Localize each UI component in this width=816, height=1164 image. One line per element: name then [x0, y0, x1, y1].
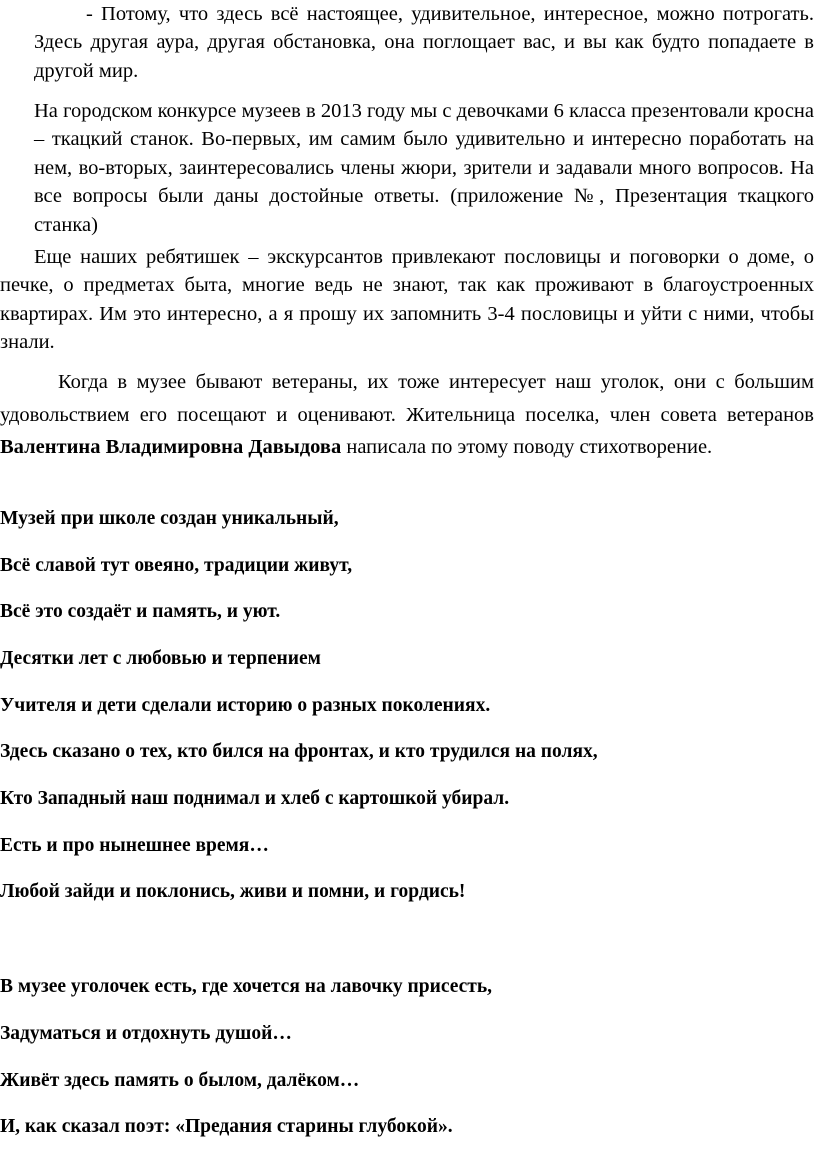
veterans-text-end: написала по этому поводу стихотворение.	[341, 436, 713, 458]
poem-line: Всё это создаёт и память, и уют.	[0, 601, 281, 622]
poem-line: Живёт здесь память о былом, далёком…	[0, 1070, 360, 1091]
paragraph-veterans	[0, 366, 814, 464]
veterans-text: Когда в музее бывают ветераны, их тоже интересует наш уголок, они с большим удовольствием его посещают и оценивают. Жительница поселка, член совета ветеранов	[0, 371, 814, 426]
paragraph-contest: На городском конкурсе музеев в 2013 году мы с девочками 6 класса презентовали кросна – ткацкий станок. Во-первых, им самим было удивительно и интересно поработать на нем, во-вторых, заинтересовались члены жюри, зрители и задавали много вопросов. На все вопросы были даны достойные ответы. (приложение №, Презентация ткацкого станка)	[34, 100, 814, 236]
paragraph-answer: - Потому, что здесь всё настоящее, удивительное, интересное, можно потрогать. Здесь другая аура, другая обстановка, она поглощает вас, и вы как будто попадаете в другой мир.	[34, 3, 814, 82]
poem-line: Учителя и дети сделали историю о разных поколениях.	[0, 695, 491, 716]
author-name: Валентина Владимировна Давыдова	[0, 436, 342, 458]
poem-line: Есть и про нынешнее время…	[0, 835, 269, 856]
poem-line: Десятки лет с любовью и терпением	[0, 648, 321, 669]
poem-line: Кто Западный наш поднимал и хлеб с картошкой убирал.	[0, 788, 510, 809]
poem-line: Любой зайди и поклонись, живи и помни, и гордись!	[0, 881, 466, 902]
poem-line: Здесь сказано о тех, кто бился на фронтах, и кто трудился на полях,	[0, 741, 598, 762]
poem-line: В музее уголочек есть, где хочется на лавочку присесть,	[0, 976, 493, 997]
poem-line: Задуматься и отдохнуть душой…	[0, 1023, 292, 1044]
poem-line: И, как сказал поэт: «Предания старины глубокой».	[0, 1116, 453, 1137]
poem-line: Всё славой тут овеяно, традиции живут,	[0, 555, 353, 576]
poem-line: Музей при школе создан уникальный,	[0, 508, 339, 529]
paragraph-proverbs: Еще наших ребятишек – экскурсантов привлекают пословицы и поговорки о доме, о печке, о предметах быта, многие ведь не знают, так как проживают в благоустроенных квартирах. Им это интересно, а я прошу их запомнить 3-4 пословицы и уйти с ними, чтобы знали.	[0, 246, 814, 354]
